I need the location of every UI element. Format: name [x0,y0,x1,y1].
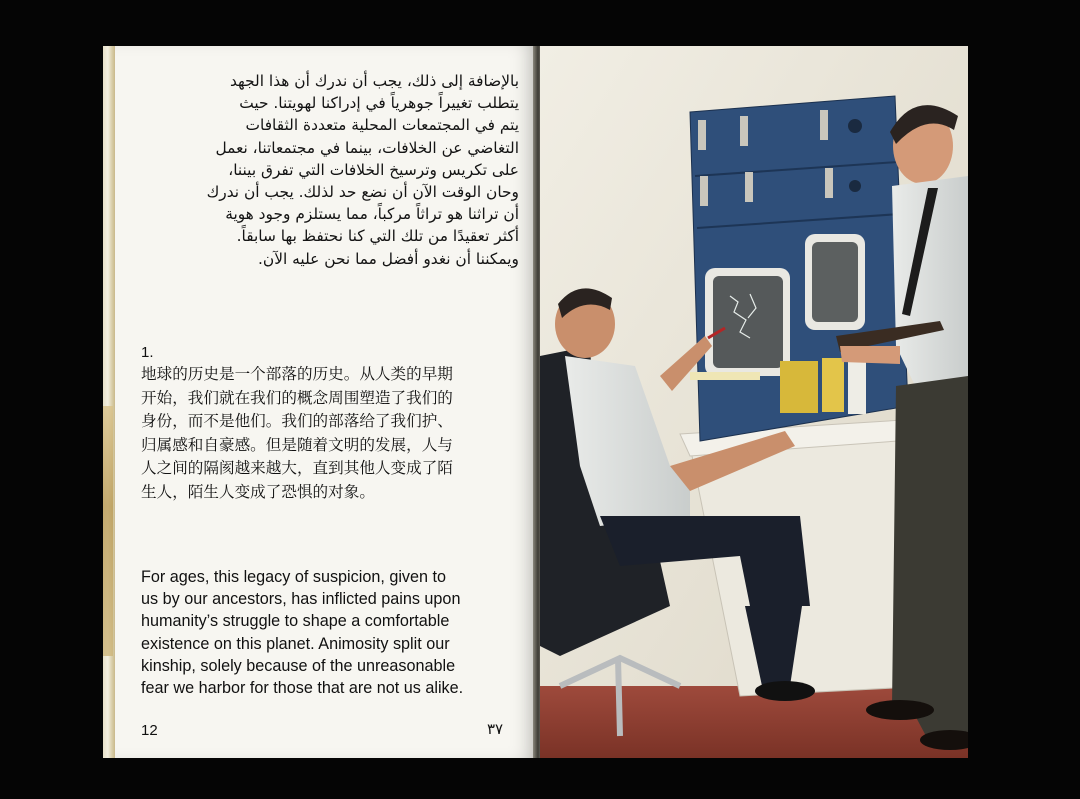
page-number-arabic: ٣٧ [487,720,504,738]
english-line: existence on this planet. Animosity split our [141,634,450,653]
standing-operator-hand [840,346,900,364]
english-line: fear we harbor for those that are not us alike. [141,679,464,698]
arabic-line: وحان الوقت الآن أن نضع حد لذلك. يجب أن ندرك [206,183,519,202]
arabic-paragraph [141,70,519,270]
left-page [103,46,538,758]
secondary-display-screen [812,242,858,322]
page-number-latin: 12 [141,722,158,739]
english-line: For ages, this legacy of suspicion, given to [141,568,447,586]
console-knob [849,180,861,192]
arabic-line: التغاضي عن الخلافات، بينما في مجتمعاتنا، نعمل [215,138,519,157]
arabic-line: بالإضافة إلى ذلك، يجب أن ندرك أن هذا الجهد [229,72,519,90]
cabinet-handle [698,120,706,150]
cabinet-handle [820,110,828,140]
chinese-line: 人之间的隔阂越来越大，直到其他人变成了陌 [141,459,453,477]
chinese-paragraph [141,363,521,504]
arabic-line: يتم في المجتمعات المحلية متعددة الثقافات [245,116,519,135]
cabinet-handle [745,172,753,202]
chinese-line: 地球的历史是一个部落的历史。从人类的早期 [141,365,453,383]
english-line: us by our ancestors, has inflicted pains upon [141,590,461,609]
open-booklet [103,46,968,758]
chinese-line: 归属感和自豪感。但是随着文明的发展，人与 [141,435,453,454]
chinese-line: 身份，而不是他们。我们的部落给了我们护、 [141,412,453,430]
section-number: 1. [141,344,154,361]
cabinet-handle [825,168,833,198]
right-page [540,46,968,758]
shoe [866,700,934,720]
shoe [755,681,815,701]
english-line: kinship, solely because of the unreasonable [141,656,456,675]
chinese-line: 开始，我们就在我们的概念周围塑造了我们的 [141,388,453,407]
key-row [690,372,760,380]
white-keypad [848,360,866,414]
arabic-line: يتطلب تغييراً جوهرياً في إدراكنا لهويتنا. حيث [239,94,519,113]
arabic-line: ويمكننا أن نغدو أفضل مما نحن عليه الآن. [258,249,519,268]
cabinet-handle [740,116,748,146]
cabinet-handle [700,176,708,206]
arabic-line: أكثر تعقيدًا من تلك التي كنا نحتفظ بها سابقاً. [236,227,519,246]
console-knob [848,119,862,133]
yellow-keypad [780,358,844,413]
radar-display-screen [713,276,783,368]
vintage-computer-photo [540,46,968,758]
standing-operator-trousers [892,376,968,736]
chinese-line: 生人，陌生人变成了恐惧的对象。 [141,482,375,501]
arabic-line: على تكريس وترسيخ الخلافات التي تفرق بيننا، [228,160,519,179]
page-edge-color-mark [103,406,113,656]
arabic-line: أن تراثنا هو تراثاً مركباً، مما يستلزم وجود هوية [225,205,519,224]
english-line: humanity’s struggle to shape a comfortable [141,612,450,631]
english-paragraph [141,566,519,699]
